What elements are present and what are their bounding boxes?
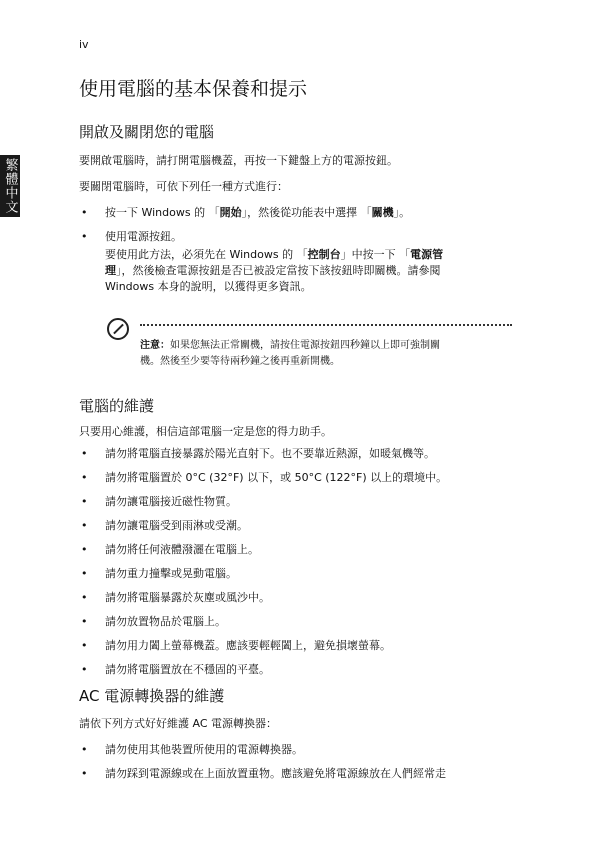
paragraph-ac-intro: 請依下列方式好好維護 AC 電源轉換器：	[79, 717, 278, 730]
text-segment: 」。	[393, 206, 411, 219]
bold-shutdown: 關機	[371, 206, 394, 219]
text-segment: Windows 本身的說明，以獲得更多資訊。	[105, 280, 312, 293]
bold-start: 開始	[219, 206, 242, 219]
text-segment: 按一下 Windows 的 「	[105, 206, 220, 219]
ac-adapter-list	[79, 742, 446, 790]
section-heading-ac-adapter: AC 電源轉換器的維護	[79, 687, 225, 705]
list-item: • 請勿用力闔上螢幕機蓋。應該要輕輕闔上，避免損壞螢幕。	[79, 638, 447, 662]
list-item: • 請勿將電腦置於 0°C (32°F) 以下，或 50°C (122°F) 以上的環境中。	[79, 470, 447, 494]
text-segment: 機。然後至少要等待兩秒鐘之後再重新開機。	[140, 356, 340, 367]
text-segment: 要使用此方法，必須先在 Windows 的 「	[105, 248, 308, 261]
paragraph-power-button-method	[105, 247, 515, 295]
paragraph-power-off: 要關閉電腦時，可依下列任一種方式進行：	[79, 180, 288, 193]
note-label: 注意：	[140, 340, 170, 351]
list-item: • 請勿讓電腦接近磁性物質。	[79, 494, 447, 518]
list-item: • 請勿讓電腦受到雨淋或受潮。	[79, 518, 447, 542]
section-heading-care: 電腦的維護	[79, 397, 155, 415]
language-label: 繁體中文	[2, 158, 18, 214]
care-list	[79, 446, 447, 686]
page-title: 使用電腦的基本保養和提示	[79, 78, 308, 100]
list-item: • 請勿踩到電源線或在上面放置重物。應該避免將電源線放在人們經常走	[79, 766, 446, 790]
bold-power-options-2: 理	[105, 264, 116, 277]
bold-power-options-1: 電源管	[410, 248, 444, 261]
power-off-methods-list	[79, 205, 410, 253]
paragraph-care-intro: 只要用心維護，相信這部電腦一定是您的得力助手。	[79, 425, 332, 438]
list-item: • 請勿將電腦置放在不穩固的平臺。	[79, 662, 447, 686]
list-item: • 請勿將電腦暴露於灰塵或風沙中。	[79, 590, 447, 614]
list-item: • 請勿使用其他裝置所使用的電源轉換器。	[79, 742, 446, 766]
list-item: • 請勿放置物品於電腦上。	[79, 614, 447, 638]
note-icon	[107, 318, 129, 340]
text-segment: 如果您無法正常關機，請按住電源按鈕四秒鐘以上即可強制關	[170, 340, 440, 351]
language-side-tab	[0, 155, 20, 217]
note-divider	[140, 324, 512, 326]
text-segment: 使用電源按鈕。	[105, 230, 182, 243]
text-segment: 」，然後檢查電源按鈕是否已被設定當按下該按鈕時即關機。請參閱	[116, 264, 441, 277]
section-heading-power: 開啟及關閉您的電腦	[79, 123, 215, 141]
list-item: • 請勿將任何液體潑灑在電腦上。	[79, 542, 447, 566]
list-item	[79, 205, 410, 229]
paragraph-power-on: 要開啟電腦時，請打開電腦機蓋，再按一下鍵盤上方的電源按鈕。	[79, 154, 398, 167]
text-segment: 」，然後從功能表中選擇 「	[241, 206, 372, 219]
bold-control-panel: 控制台	[307, 248, 341, 261]
text-segment: 」中按一下 「	[340, 248, 411, 261]
list-item: • 請勿將電腦直接暴露於陽光直射下。也不要靠近熱源，如暖氣機等。	[79, 446, 447, 470]
page-number: iv	[79, 38, 89, 51]
note-text	[140, 338, 510, 370]
list-item: • 請勿重力撞擊或晃動電腦。	[79, 566, 447, 590]
